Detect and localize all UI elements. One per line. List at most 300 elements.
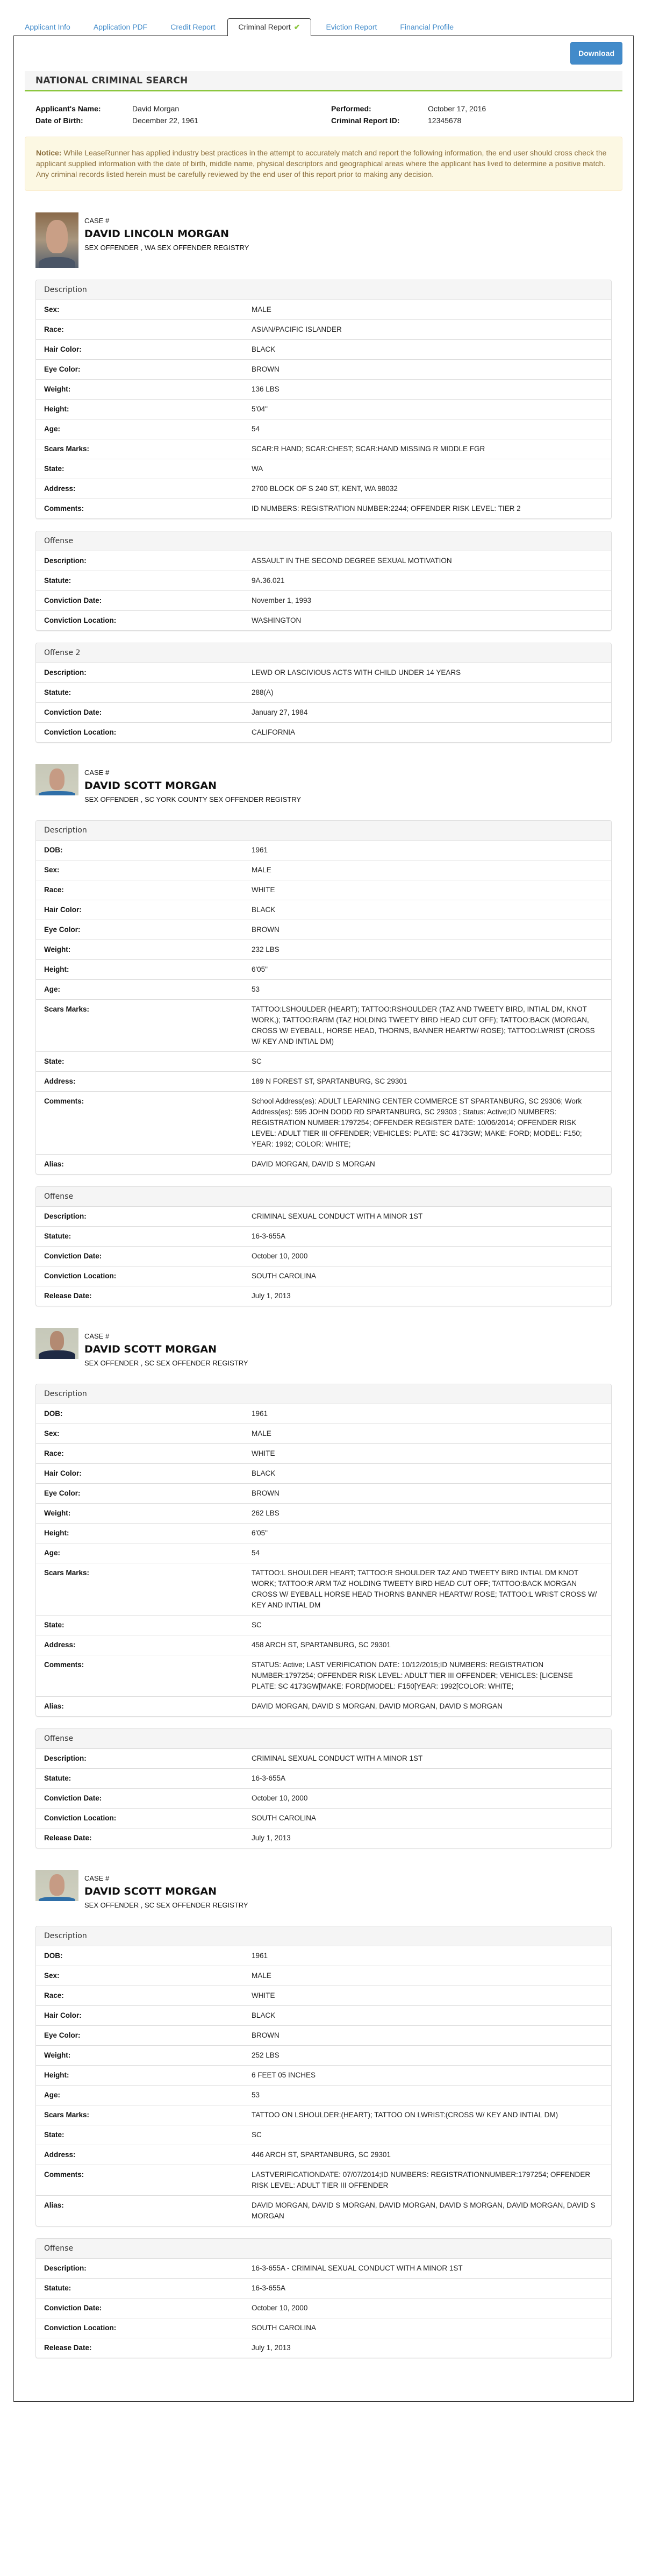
field-label: Hair Color: [44,2011,82,2019]
offender-info [78,764,301,804]
field-value: CALIFORNIA [252,728,296,736]
dob-value: December 22, 1961 [132,116,198,125]
field-label: Sex: [44,1429,60,1438]
field-label: Scars Marks: [44,2111,90,2119]
offender-record [25,764,622,1306]
table-row [36,1483,611,1503]
field-label: State: [44,2131,64,2139]
field-label: Race: [44,325,64,333]
field-label: Scars Marks: [44,1005,90,1013]
notice-title: Notice: [36,148,62,157]
table-row [36,2005,611,2025]
field-label: DOB: [44,1952,63,1960]
field-value: 252 LBS [252,2051,280,2059]
field-value: BLACK [252,906,276,914]
field-label: Eye Color: [44,2031,81,2039]
table-row [36,1768,611,1788]
field-label: Release Date: [44,2344,92,2352]
offender-info [78,212,249,252]
tab-label: Criminal Report [238,23,291,31]
field-value: November 1, 1993 [252,596,312,604]
description-panel [35,1384,612,1717]
face-shape [50,1331,64,1350]
field-label: Eye Color: [44,1489,81,1497]
field-value: WHITE [252,1449,275,1457]
table-row [36,1966,611,1986]
field-value: 16-3-655A [252,1232,286,1240]
field-value: LASTVERIFICATIONDATE: 07/07/2014;ID NUMBERS: REGISTRATIONNUMBER:1797254; OFFENDER RISK LEVEL: ADULT TIER III OFFENDER [252,2171,591,2189]
table-row [36,439,611,459]
field-value: TATTOO ON LSHOULDER:(HEART); TATTOO ON LWRIST:(CROSS W/ KEY AND INTIAL DM) [252,2111,558,2119]
field-value: ASIAN/PACIFIC ISLANDER [252,325,342,333]
page-title: NATIONAL CRIMINAL SEARCH [25,71,622,91]
field-label: Height: [44,405,69,413]
field-value: BROWN [252,1489,280,1497]
field-label: Weight: [44,1509,71,1517]
field-value: WA [252,465,263,473]
face-shape [46,220,68,253]
panel-heading: Offense [36,2239,611,2259]
offender-record [25,1328,622,1848]
table-row [36,2045,611,2065]
field-label: Eye Color: [44,365,81,373]
field-value: 16-3-655A [252,2284,286,2292]
field-value: SC [252,1621,262,1629]
table-row [36,551,611,571]
field-value: DAVID MORGAN, DAVID S MORGAN, DAVID MORGAN, DAVID S MORGAN [252,1702,503,1710]
table-row [36,2278,611,2298]
field-label: Statute: [44,2284,71,2292]
field-label: State: [44,1057,64,1065]
field-label: Conviction Location: [44,1272,117,1280]
table-row [36,571,611,590]
shirt-shape [39,257,75,268]
table-row [36,1226,611,1246]
field-label: DOB: [44,1410,63,1418]
panel-heading: Description [36,821,611,841]
table-row [36,590,611,610]
field-value: 16-3-655A [252,1774,286,1782]
table-row [36,841,611,860]
table-row [36,860,611,880]
field-label: Statute: [44,1232,71,1240]
table-row [36,2259,611,2278]
description-panel [35,1926,612,2226]
table-row [36,1424,611,1443]
field-label: Scars Marks: [44,1569,90,1577]
report-tabs [0,0,645,35]
field-value: 54 [252,1549,260,1557]
field-value: BLACK [252,2011,276,2019]
field-value: School Address(es): ADULT LEARNING CENTER COMMERCE ST SPARTANBURG, SC 29306; Work Address(es): 595 JOHN DODD RD SPARTANBURG, SC 29303 ; Status: Active;ID NUMBERS: REGISTRATION NUMBER:1797254; OFFENDER REGISTER DATE: 10/06/2014; OFFENDER RISK LEVEL: ADULT TIER III OFFENDER; VEHICLES: PLATE: SC 4173GW; MAKE: FORD; MODEL: F150; YEAR: 1992; COLOR: WHITE; [252,1097,582,1148]
field-value: 136 LBS [252,385,280,393]
tab-label: Financial Profile [400,23,454,31]
table-row [36,2145,611,2165]
description-panel [35,280,612,519]
offender-header [35,764,612,808]
offender-source: SEX OFFENDER , SC SEX OFFENDER REGISTRY [84,1359,248,1367]
offender-list [25,212,622,2358]
field-value: 5'04" [252,405,268,413]
field-label: Conviction Date: [44,708,102,716]
offender-record [25,1870,622,2358]
offender-panels [35,280,612,743]
field-value: TATTOO:LSHOULDER (HEART); TATTOO:RSHOULDER (TAZ AND TWEETY BIRD, INTIAL DM, KNOT WORK,); TATTOO:RARM (TAZ HOLDING TWEETY BIRD HEAD CUT OFF); TATTOO:BACK (MORGAN, CROSS W/ EYEBALL, HORSE HEAD, THORNS, BANNER HEARTW/ ROSE); TATTOO:LWRIST (CROSS W/ KEY AND INTIAL DM) [252,1005,595,1045]
field-label: Scars Marks: [44,445,90,453]
field-label: Description: [44,2264,87,2272]
table-row [36,663,611,682]
applicant-name-value: David Morgan [132,104,180,113]
field-value: 262 LBS [252,1509,280,1517]
field-label: Hair Color: [44,906,82,914]
table-row [36,1563,611,1615]
field-label: Comments: [44,2171,84,2179]
table-row [36,2298,611,2318]
table-row [36,610,611,630]
field-value: MALE [252,866,271,874]
field-label: Comments: [44,1097,84,1105]
field-label: Statute: [44,1774,71,1782]
table-row [36,419,611,439]
field-label: Alias: [44,1160,64,1168]
field-value: MALE [252,305,271,314]
field-value: 189 N FOREST ST, SPARTANBURG, SC 29301 [252,1077,407,1085]
field-value: July 1, 2013 [252,2344,291,2352]
table-row [36,1246,611,1266]
field-value: 288(A) [252,688,274,696]
download-button[interactable]: Download [570,42,622,65]
field-label: Description: [44,557,87,565]
tab-label: Eviction Report [326,23,377,31]
field-value: DAVID MORGAN, DAVID S MORGAN, DAVID MORGAN, DAVID S MORGAN, DAVID MORGAN, DAVID S MORGAN [252,2201,596,2220]
field-value: WHITE [252,1991,275,1999]
offense-panel [35,1728,612,1848]
report-id-label: Criminal Report ID: [331,116,400,125]
check-icon: ✔ [293,23,300,31]
field-label: Race: [44,1449,64,1457]
table-row [36,682,611,702]
table-row [36,722,611,742]
table-row [36,1635,611,1655]
field-label: Conviction Location: [44,1814,117,1822]
field-label: Eye Color: [44,926,81,934]
field-label: Weight: [44,385,71,393]
tab-label: Application PDF [93,23,148,31]
field-label: Address: [44,1077,76,1085]
offender-header [35,212,612,268]
field-label: Comments: [44,1661,84,1669]
table-row [36,1091,611,1154]
field-label: Alias: [44,1702,64,1710]
field-label: Race: [44,1991,64,1999]
field-value: 232 LBS [252,945,280,953]
panel-heading: Offense [36,531,611,551]
tab-criminal-report[interactable] [227,18,312,36]
field-value: SOUTH CAROLINA [252,1272,317,1280]
table-row [36,1071,611,1091]
offender-header [35,1328,612,1372]
field-label: DOB: [44,846,63,854]
panel-heading: Description [36,1926,611,1946]
shirt-shape [39,1350,75,1359]
table-row [36,702,611,722]
field-label: Description: [44,1754,87,1762]
field-value: MALE [252,1429,271,1438]
field-label: Sex: [44,1972,60,1980]
tab-financial-profile[interactable] [389,18,462,35]
field-label: Address: [44,1641,76,1649]
table-row [36,959,611,979]
field-label: Age: [44,1549,60,1557]
offender-name: DAVID SCOTT MORGAN [84,780,217,792]
field-value: 6 FEET 05 INCHES [252,2071,316,2079]
mugshot-2-photo [35,764,78,795]
field-label: Alias: [44,2201,64,2209]
toolbar [25,42,622,65]
field-label: Conviction Date: [44,596,102,604]
table-row [36,2125,611,2145]
case-number-label: CASE # [84,1874,110,1882]
field-label: Height: [44,2071,69,2079]
table-row [36,2085,611,2105]
field-value: ASSAULT IN THE SECOND DEGREE SEXUAL MOTIVATION [252,557,452,565]
field-value: BROWN [252,2031,280,2039]
table-row [36,1828,611,1848]
field-value: BROWN [252,926,280,934]
table-row [36,2065,611,2085]
field-value: SOUTH CAROLINA [252,2324,317,2332]
shirt-shape [39,791,75,795]
field-value: SC [252,1057,262,1065]
offense-2-panel [35,643,612,743]
table-row [36,2165,611,2195]
table-row [36,1404,611,1424]
table-row [36,1946,611,1966]
criminal-report-content [13,35,634,2402]
field-value: 53 [252,985,260,993]
table-row [36,379,611,399]
offender-source: SEX OFFENDER , WA SEX OFFENDER REGISTRY [84,244,249,252]
table-row [36,399,611,419]
field-value: SCAR:R HAND; SCAR:CHEST; SCAR:HAND MISSING R MIDDLE FGR [252,445,485,453]
offender-info [78,1870,248,1910]
case-number-label: CASE # [84,768,110,777]
field-value: 6'05" [252,1529,268,1537]
field-value: 1961 [252,1410,268,1418]
field-label: Weight: [44,2051,71,2059]
tab-label: Applicant Info [25,23,70,31]
table-row [36,1503,611,1523]
field-value: 53 [252,2091,260,2099]
field-value: STATUS: Active; LAST VERIFICATION DATE: 10/12/2015;ID NUMBERS: REGISTRATION NUMBER:1797254; OFFENDER RISK LEVEL: ADULT TIER III OFFENDER; VEHICLES: [LICENSE PLATE: SC 4173GW[MAKE: FORD[MODEL: F150[YEAR: 1992[COLOR: WHITE; [252,1661,573,1690]
field-label: Address: [44,485,76,493]
offender-source: SEX OFFENDER , SC YORK COUNTY SEX OFFENDER REGISTRY [84,795,302,803]
table-row [36,1266,611,1286]
field-label: Age: [44,2091,60,2099]
field-value: BLACK [252,345,276,353]
field-label: State: [44,465,64,473]
field-label: Weight: [44,945,71,953]
table-row [36,940,611,959]
offender-panels [35,1384,612,1848]
table-row [36,1615,611,1635]
field-value: October 10, 2000 [252,1252,308,1260]
table-row [36,1788,611,1808]
offense-panel [35,1186,612,1306]
field-value: 16-3-655A - CRIMINAL SEXUAL CONDUCT WITH A MINOR 1ST [252,2264,463,2272]
table-row [36,319,611,339]
tab-eviction-report[interactable] [314,18,385,35]
table-row [36,459,611,479]
table-row [36,2105,611,2125]
offense-panel [35,2238,612,2358]
table-row [36,1286,611,1306]
table-row [36,900,611,920]
field-value: 1961 [252,1952,268,1960]
panel-heading: Description [36,280,611,300]
field-value: BLACK [252,1469,276,1477]
field-value: 446 ARCH ST, SPARTANBURG, SC 29301 [252,2151,391,2159]
field-label: Conviction Location: [44,728,117,736]
field-label: Hair Color: [44,345,82,353]
mugshot-3-photo [35,1328,78,1359]
table-row [36,300,611,319]
field-label: Description: [44,668,87,677]
field-value: October 10, 2000 [252,1794,308,1802]
table-row [36,1749,611,1768]
case-number-label: CASE # [84,217,110,225]
table-row [36,1154,611,1174]
field-label: Sex: [44,305,60,314]
table-row [36,1543,611,1563]
field-label: Statute: [44,688,71,696]
mugshot-4-photo [35,1870,78,1901]
offender-name: DAVID LINCOLN MORGAN [84,228,230,240]
field-label: Description: [44,1212,87,1220]
field-value: 458 ARCH ST, SPARTANBURG, SC 29301 [252,1641,391,1649]
notice-alert [25,137,622,191]
panel-heading: Offense 2 [36,643,611,663]
field-value: 6'05" [252,965,268,973]
field-value: BROWN [252,365,280,373]
offender-name: DAVID SCOTT MORGAN [84,1343,217,1355]
field-value: July 1, 2013 [252,1834,291,1842]
field-value: LEWD OR LASCIVIOUS ACTS WITH CHILD UNDER 14 YEARS [252,668,461,677]
field-label: Conviction Date: [44,1252,102,1260]
report-summary [25,91,622,137]
field-label: Address: [44,2151,76,2159]
face-shape [49,768,64,790]
field-label: Statute: [44,577,71,585]
field-label: Age: [44,425,60,433]
table-row [36,1655,611,1696]
field-value: CRIMINAL SEXUAL CONDUCT WITH A MINOR 1ST [252,1754,423,1762]
field-value: WHITE [252,886,275,894]
performed-label: Performed: [331,104,371,113]
case-number-label: CASE # [84,1332,110,1340]
table-row [36,979,611,999]
field-value: 9A.36.021 [252,577,285,585]
panel-heading: Offense [36,1729,611,1749]
field-value: ID NUMBERS: REGISTRATION NUMBER:2244; OFFENDER RISK LEVEL: TIER 2 [252,504,521,513]
face-shape [49,1874,64,1896]
panel-heading: Description [36,1384,611,1404]
offender-source: SEX OFFENDER , SC SEX OFFENDER REGISTRY [84,1901,248,1909]
offender-panels [35,1926,612,2358]
report-id-value: 12345678 [428,116,462,125]
field-value: 1961 [252,846,268,854]
table-row [36,2318,611,2338]
field-value: TATTOO:L SHOULDER HEART; TATTOO:R SHOULDER TAZ AND TWEETY BIRD INTIAL DM KNOT WORK; TATTOO:R ARM TAZ HOLDING TWEETY BIRD HEAD CUT OFF; TATTOO:BACK MORGAN CROSS W/ EYEBALL HORSE HEAD THORNS BANNER HEARTW/ ROSE; TATTOO:L WRIST CROSS W/ KEY AND INTIAL DM [252,1569,597,1609]
field-label: Height: [44,965,69,973]
table-row [36,359,611,379]
tab-application-pdf[interactable] [82,18,156,35]
table-row [36,920,611,940]
field-value: 54 [252,425,260,433]
tab-credit-report[interactable] [159,18,224,35]
table-row [36,880,611,900]
field-value: MALE [252,1972,271,1980]
field-label: Comments: [44,504,84,513]
field-label: Height: [44,1529,69,1537]
dob-label: Date of Birth: [35,116,83,125]
table-row [36,999,611,1051]
offender-header [35,1870,612,1914]
field-value: SC [252,2131,262,2139]
table-row [36,1808,611,1828]
offender-name: DAVID SCOTT MORGAN [84,1885,217,1897]
offender-panels [35,820,612,1306]
table-row [36,479,611,499]
field-label: Conviction Location: [44,616,117,624]
offender-record [25,212,622,743]
tab-applicant-info[interactable] [13,18,79,35]
description-panel [35,820,612,1175]
table-row [36,1443,611,1463]
notice-text: While LeaseRunner has applied industry best practices in the attempt to accurately match and report the following information, the end user should cross check the applicant supplied information with the date of birth, middle name, physical descriptors and geographical areas where the applicant has lived to determine a positive match. Any criminal records listed herein must be carefully reviewed by the end user of this report prior to making any decision. [36,148,607,179]
field-label: State: [44,1621,64,1629]
field-value: WASHINGTON [252,616,302,624]
field-label: Conviction Date: [44,1794,102,1802]
performed-value: October 17, 2016 [428,104,486,113]
field-label: Release Date: [44,1834,92,1842]
field-value: DAVID MORGAN, DAVID S MORGAN [252,1160,375,1168]
field-label: Race: [44,886,64,894]
field-value: 2700 BLOCK OF S 240 ST, KENT, WA 98032 [252,485,398,493]
table-row [36,1523,611,1543]
applicant-name-label: Applicant's Name: [35,104,101,113]
table-row [36,1463,611,1483]
field-label: Hair Color: [44,1469,82,1477]
field-value: CRIMINAL SEXUAL CONDUCT WITH A MINOR 1ST [252,1212,423,1220]
table-row [36,1051,611,1071]
table-row [36,1207,611,1226]
field-value: January 27, 1984 [252,708,308,716]
field-value: July 1, 2013 [252,1292,291,1300]
table-row [36,2025,611,2045]
table-row [36,2195,611,2226]
offense-panel [35,531,612,631]
offender-info [78,1328,248,1368]
table-row [36,499,611,518]
field-value: SOUTH CAROLINA [252,1814,317,1822]
table-row [36,2338,611,2358]
field-value: October 10, 2000 [252,2304,308,2312]
field-label: Conviction Date: [44,2304,102,2312]
field-label: Conviction Location: [44,2324,117,2332]
mugshot-1-photo [35,212,78,268]
field-label: Release Date: [44,1292,92,1300]
